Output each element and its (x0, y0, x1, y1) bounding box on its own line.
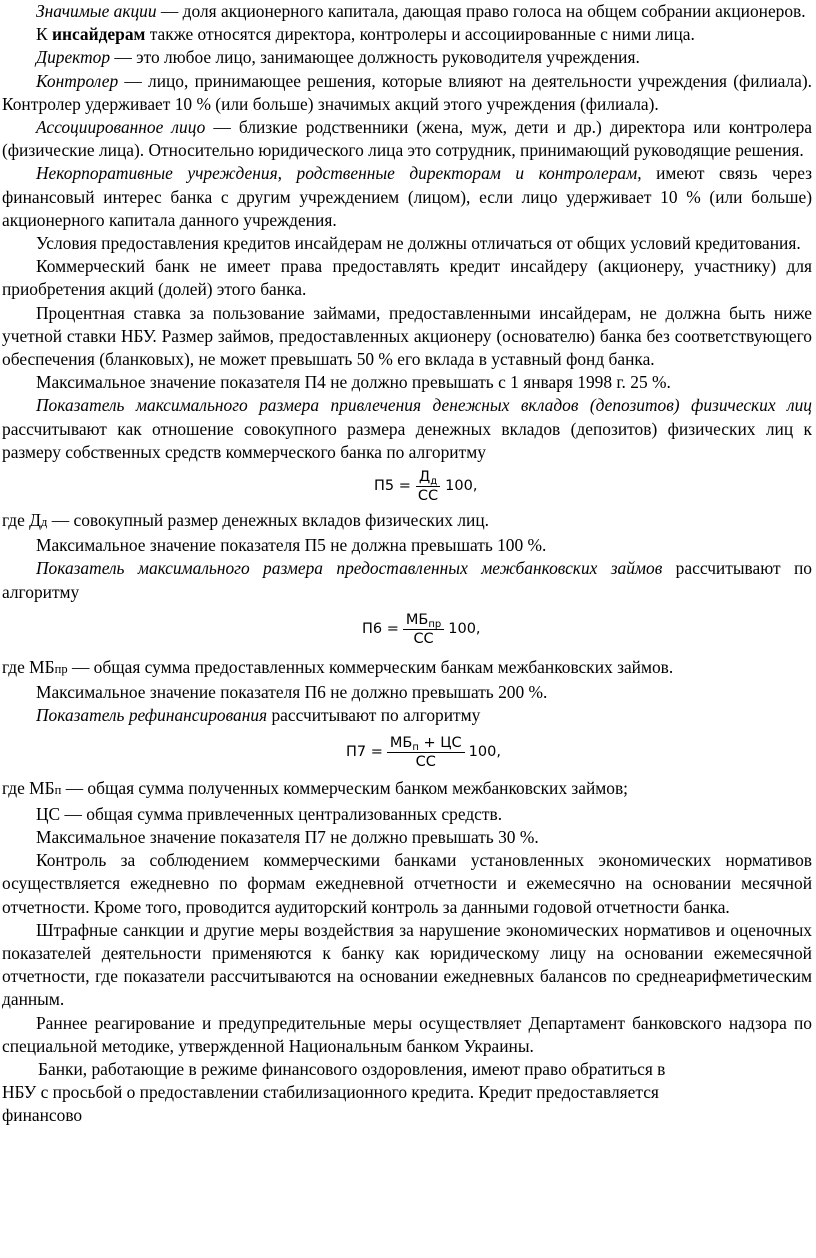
paragraph-max-p5: Максимальное значение показателя П5 не должна превышать 100 %. (36, 535, 547, 556)
paragraph-controller: Контролер — лицо, принимающее решения, которые влияют на деятельности учреждения (филиала). Контролер удерживает 10 % (или больше) значимых акций этого учреждения (филиала). (2, 70, 812, 114)
term: Показатель рефинансирования (36, 705, 268, 726)
paragraph-max-p6: Максимальное значение показателя П6 не должно превышать 200 %. (36, 682, 548, 703)
term: Контролер (36, 70, 119, 91)
where-p7: где МБп — общая сумма полученных коммерческим банком межбанковских займов; (2, 778, 629, 799)
paragraph-insiders: К инсайдерам также относятся директора, контролеры и ассоциированные с ними лица. (36, 24, 695, 45)
paragraph-p7-intro: Показатель рефинансирования рассчитывают по алгоритму (36, 705, 481, 726)
paragraph-interest-rate: Процентная ставка за пользование займами, предоставленными инсайдерам, не должна быть ниже учетной ставки НБУ. Размер займов, предоставленных акционеру (основателю) банка без соответствующего обеспечения (бланковых), не может превышать 50 % его вклада в уставный фонд банка. (2, 302, 812, 370)
paragraph-control: Контроль за соблюдением коммерческими банками установленных экономических нормативов осуществляется ежедневно по формам ежедневной отчетности и ежемесячно на основании месячной отчетности. Кроме того, проводится аудиторский контроль за данными годовой отчетности банка. (2, 850, 812, 917)
term-bold: инсайдерам (51, 24, 146, 45)
term: Значимые акции (36, 1, 157, 21)
fraction: $\frac{Д_д}{СС}$ (417, 469, 439, 505)
fraction: $\frac{МБ_п + ЦС}{СС}$ (387, 735, 465, 770)
formula-p5: П5 = $\frac{Д_д}{СС}$ 100, (374, 469, 478, 505)
term: Ассоциированное лицо (36, 117, 206, 138)
cs-definition: ЦС — общая сумма привлеченных централизованных средств. (36, 803, 503, 824)
paragraph-noncorporate: Некорпоративные учреждения, родственные директорам и контролерам, имеют связь через финансовый интерес банка с другим учреждением (лицом), если лицо удерживает 10 % (или больше) акционерного капитала данного учреждения. (2, 163, 812, 230)
term: Директор (36, 47, 111, 68)
formula-p7: П7 = $\frac{МБ_п + ЦС}{СС}$ 100, (346, 734, 501, 770)
fraction: $\frac{МБ_{пр}}{СС}$ (403, 612, 444, 647)
term: Показатель максимального размера привлечения денежных вкладов (депозитов) физических лиц (36, 395, 812, 416)
formula-p6: П6 = $\frac{МБ_{пр}}{СС}$ 100, (362, 612, 481, 648)
term: Некорпоративные учреждения, родственные директорам и контролерам, (36, 163, 642, 184)
paragraph-penalties: Штрафные санкции и другие меры воздействия за нарушение экономических нормативов и оценочных показателей деятельности применяются к банку как юридическому лицу на основании ежемесячной отчетности, где показатели рассчитываются на основании ежедневных балансов по среднеарифметическим данным. (2, 919, 812, 1010)
paragraph-p6-intro: Показатель максимального размера предоставленных межбанковских займов рассчитывают по алгоритму (2, 558, 812, 602)
where-p5: где Дд — совокупный размер денежных вкладов физических лиц. (2, 510, 489, 531)
paragraph-no-credit-for-shares: Коммерческий банк не имеет права предоставлять кредит инсайдеру (акционеру, участнику) для приобретения акций (долей) этого банка. (2, 256, 812, 300)
paragraph-stabilization-line-1: Банки, работающие в режиме финансового оздоровления, имеют право обратиться в (38, 1058, 666, 1079)
paragraph-associated-person: Ассоциированное лицо — близкие родственники (жена, муж, дети и др.) директора или контролера (физические лица). Относительно юридического лица это сотрудник, принимающий руководящие решения. (2, 117, 812, 161)
paragraph-stabilization-line-2: НБУ с просьбой о предоставлении стабилизационного кредита. Кредит предоставляется (2, 1082, 659, 1103)
paragraph-max-p4: Максимальное значение показателя П4 не должно превышать с 1 января 1998 г. 25 %. (36, 372, 671, 393)
paragraph-significant-shares: Значимые акции — доля акционерного капитала, дающая право голоса на общем собрании акционеров. (36, 1, 806, 21)
where-p6: где МБпр — общая сумма предоставленных коммерческим банкам межбанковских займов. (2, 656, 674, 677)
term: Показатель максимального размера предоставленных межбанковских займов (36, 558, 663, 579)
paragraph-credit-conditions: Условия предоставления кредитов инсайдерам не должны отличаться от общих условий кредитования. (36, 233, 801, 254)
paragraph-max-p7: Максимальное значение показателя П7 не должно превышать 30 %. (36, 826, 539, 847)
paragraph-director: Директор — это любое лицо, занимающее должность руководителя учреждения. (36, 47, 640, 68)
paragraph-stabilization-line-3: финансово (2, 1105, 83, 1126)
paragraph-p5-intro: Показатель максимального размера привлечения денежных вкладов (депозитов) физических лиц рассчитывают как отношение совокупного размера денежных вкладов (депозитов) физических лиц к размеру собственных средств коммерческого банка по алгоритму (2, 395, 812, 462)
paragraph-early-response: Раннее реагирование и предупредительные меры осуществляет Департамент банковского надзора по специальной методике, утвержденной Национальным банком Украины. (2, 1012, 812, 1056)
